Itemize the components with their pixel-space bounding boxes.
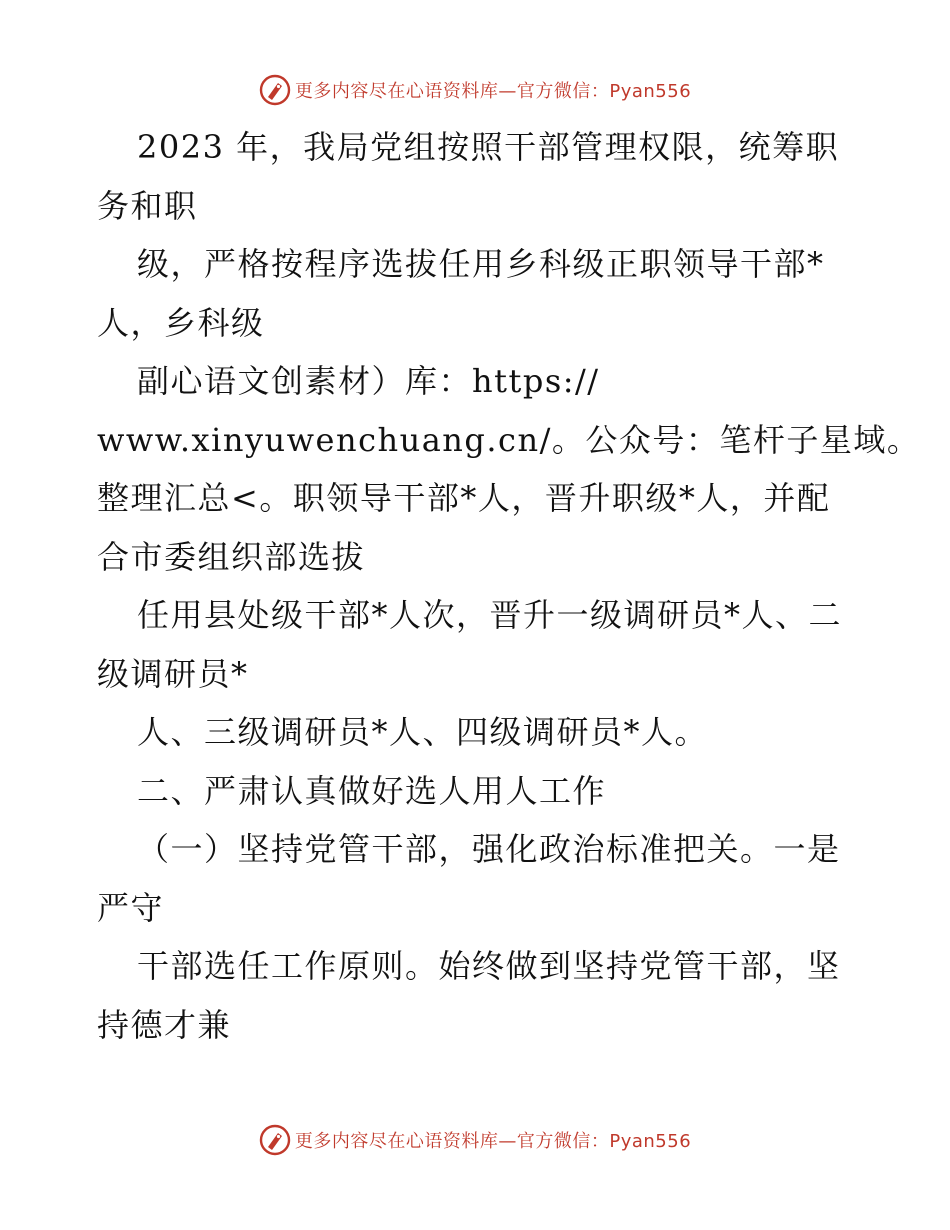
text-line: （一）坚持党管干部，强化政治标准把关。一是 [137,830,841,868]
footer-banner [0,1120,950,1160]
text-line: 人，乡科级 [97,303,265,342]
text-line: 任用县处级干部*人次，晋升一级调研员*人、二 [137,596,843,634]
text-line: www.xinyuwenchuang.cn/。公众号：笔杆子星域。 [97,420,921,459]
text-line: 合市委组织部选拔 [97,537,366,576]
pen-nib-icon [259,74,291,106]
document-body [97,118,921,1054]
text-line: 持德才兼 [97,1005,232,1044]
banner-text: 更多内容尽在心语资料库—官方微信：Pyan556 [294,1131,692,1152]
text-line: 级调研员* [97,654,249,693]
text-line: 整理汇总<。职领导干部*人，晋升职级*人，并配 [97,479,831,517]
text-line: 2023 年，我局党组按照干部管理权限，统筹职 [137,128,840,166]
banner-text: 更多内容尽在心语资料库—官方微信：Pyan556 [294,81,692,102]
text-line: 干部选任工作原则。始终做到坚持党管干部，坚 [137,947,841,985]
text-line: 级，严格按程序选拔任用乡科级正职领导干部* [137,245,825,283]
header-banner [0,70,950,110]
text-line: 二、严肃认真做好选人用人工作 [137,771,607,810]
text-line: 副心语文创素材）库：https:// [137,362,600,400]
text-line: 务和职 [97,186,198,225]
pen-nib-icon [259,1124,291,1156]
text-line: 人、三级调研员*人、四级调研员*人。 [137,713,709,751]
text-line: 严守 [97,888,165,927]
